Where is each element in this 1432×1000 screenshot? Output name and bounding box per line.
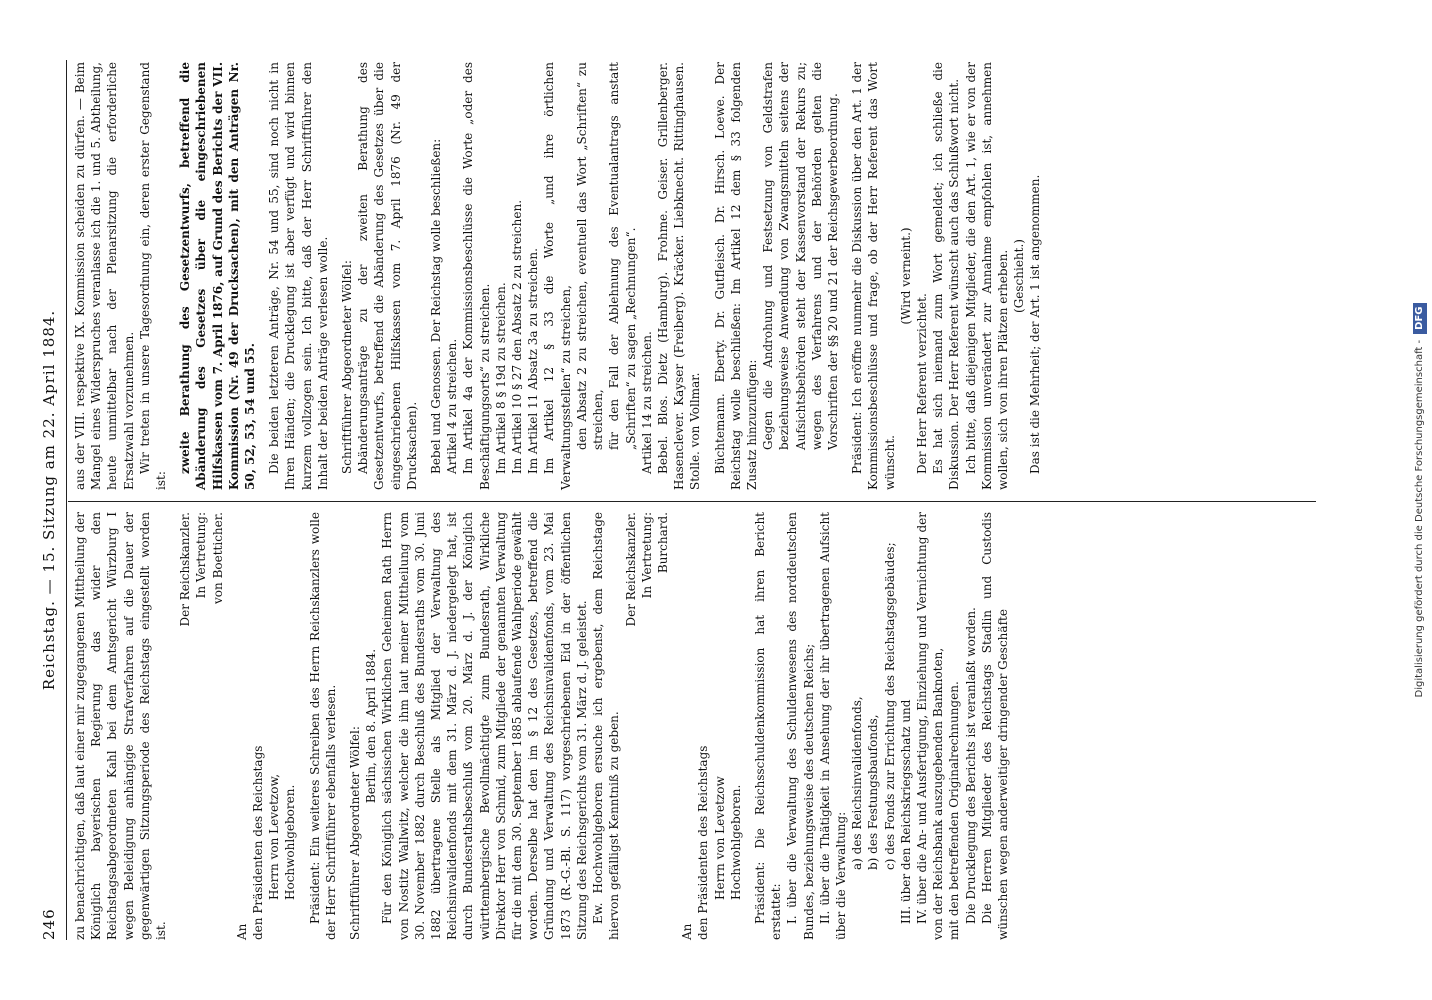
- motion-item: den Absatz 2 zu streichen, eventuell das Wort „Schriften“ zu streichen,: [574, 62, 606, 450]
- column-divider: [68, 501, 1316, 502]
- list-item: a) des Reichsinvalidenfonds,: [850, 696, 865, 870]
- list-item: c) des Fonds zur Errichtung des Reichstagsgebäudes;: [882, 542, 897, 870]
- list-item: b) des Festungsbaufonds,: [866, 714, 881, 870]
- motion-item: für den Fall der Ablehnung des Eventualantrags anstatt „Schriften“ zu sagen „Rechnungen“.: [607, 62, 638, 450]
- digitization-footer: [1408, 0, 1432, 1000]
- motion-item: Im Artikel 12 § 33 die Worte „und ihre örtlichen Verwaltungsstellen“ zu streichen,: [542, 62, 573, 490]
- list-item: IV. über die An- und Ausfertigung, Einziehung und Vernichtung der von der Reichsbank auszugebenden Banknoten,: [914, 512, 946, 940]
- paragraph: Die Herren Mitglieder des Reichstags Stadlin und Custodis wünschen wegen anderweitiger dringender Geschäfte: [979, 512, 1010, 940]
- signature-line: In Vertretung:: [194, 512, 209, 599]
- header-rule: [66, 60, 67, 940]
- page-number: 246: [40, 908, 58, 940]
- paragraph: Der Herr Referent verzichtet.: [914, 293, 929, 474]
- motion-heading: Büchtemann. Eberty. Dr. Gutfleisch. Dr. Hirsch. Loewe. Der Reichstag wolle beschließen: Im Artikel 12 dem § 33 folgenden Zusatz hinzuzufügen:: [712, 62, 759, 490]
- president-statement: Präsident: Ich eröffne nunmehr die Diskussion über den Art. 1 der Kommissionsbeschlüsse und frage, ob der Herr Referent das Wort wünscht.: [850, 62, 897, 490]
- stage-direction: (Geschieht.): [1012, 239, 1027, 313]
- paragraph: Das ist die Mehrheit; der Art. 1 ist angenommen.: [1028, 174, 1043, 474]
- president-statement: Präsident: Ein weiteres Schreiben des Herrn Reichskanzlers wolle der Herr Schriftführer ebenfalls verlesen.: [307, 512, 338, 940]
- paragraph: zu benachrichtigen, daß laut einer mir zugegangenen Mittheilung der Königlich bayerischen Regierung das wider den Reichstagsabgeordneten Kahl bei dem Amtsgericht Würzburg I wegen Beleidigung anhängige Strafverfahren auf die Dauer der gegenwärtigen Sitzungsperiode des Reichstags eingestellt worden ist.: [73, 512, 169, 940]
- paragraph: Für den Königlich sächsischen Wirklichen Geheimen Rath Herrn von Nostitz Wallwitz, welcher die ihm laut meiner Mittheilung vom 30. November 1882 durch Beschluß des Bundesraths vom 30. Juni 1882 übertragene Stelle als Mitglied der Verwaltung des Reichsinvalidenfonds mit dem 31. März d. J. niedergelegt hat, ist durch Bundesrathsbeschluß vom 20. März d. J. der Königlich württembergische Bevollmächtigte zum Bundesrath, Wirkliche Direktor Herr von Schmid, zum Mitgliede der genannten Verwaltung für die mit dem 30. September 1885 ablaufende Wahlperiode gewählt worden. Derselbe hat den im § 12 des Gesetzes, betreffend die Gründung und Verwaltung des Reichsinvalidenfonds, vom 23. Mai 1873 (R.-G.-Bl. S. 117) vorgeschriebenen Eid in der öffentlichen Sitzung des Reichsgerichts vom 31. März d. J. geleistet.: [380, 512, 589, 940]
- motion-item: Artikel 4 zu streichen.: [445, 338, 460, 474]
- right-column: [72, 62, 1044, 490]
- page-header: [40, 60, 64, 940]
- paragraph: mit den betreffenden Originalrechnungen.: [947, 681, 962, 940]
- speaker-heading: Schriftführer Abgeordneter Wölfel:: [340, 260, 355, 474]
- motion-item: Im Artikel 4a der Kommissionsbeschlüsse die Worte „oder des Beschäftigungsorts“ zu streichen.: [461, 62, 492, 490]
- address-line: Herrn von Levetzow,: [267, 773, 282, 900]
- signature-title: Der Reichskanzler.: [178, 512, 193, 627]
- speaker-heading: Schriftführer Abgeordneter Wölfel:: [348, 726, 363, 940]
- paragraph: Ich bitte, daß diejenigen Mitglieder, die den Art. 1, wie er von der Kommission unverändert zur Annahme empfohlen ist, annehmen wollen, sich von ihren Plätzen erheben.: [963, 62, 1010, 490]
- paragraph: Die beiden letzteren Anträge, Nr. 54 und 55, sind noch nicht in Ihren Händen; die Drucklegung ist aber verfügt und wird binnen kurzem vollzogen sein. Ich bitte, daß der Herr Schriftführer den Inhalt der beiden Anträge verlesen wolle.: [267, 62, 330, 490]
- dfg-logo: DFG: [1413, 303, 1427, 334]
- motion-item: Im Artikel 10 § 27 den Absatz 2 zu streichen.: [510, 199, 525, 474]
- motion-item: Im Artikel 11 Absatz 3a zu streichen.: [526, 248, 541, 474]
- paragraph: aus der VIII. respektive IX. Kommission scheiden zu dürfen. — Beim Mangel eines Widerspruches veranlasse ich die 1. und 5. Abtheilung, heute unmittelbar nach der Plenarsitzung die erforderliche Ersatzwahl vorzunehmen.: [73, 62, 136, 490]
- running-title: Reichstag. — 15. Sitzung am 22. April 1884.: [40, 309, 58, 691]
- signature-line: In Vertretung:: [639, 512, 654, 599]
- list-item: III. über den Reichskriegsschatz und: [898, 699, 913, 924]
- stage-direction: (Wird verneint.): [898, 227, 913, 325]
- paragraph: Wir treten in unsere Tagesordnung ein, deren erster Gegenstand ist:: [137, 62, 169, 490]
- footer-text: Digitalisierung gefördert durch die Deutsche Forschungsgemeinschaft -: [1414, 339, 1425, 698]
- agenda-item: zweite Berathung des Gesetzentwurfs, betreffend die Abänderung des Gesetzes über die eingeschriebenen Hilfskassen vom 7. April 1876, auf Grund des Berichts der VII. Kommission (Nr. 49 der Drucksachen), mit den Anträgen Nr. 50, 52, 53, 54 und 55.: [178, 62, 258, 490]
- signature-name: von Boetticher.: [210, 512, 225, 604]
- paragraph: Es hat sich niemand zum Wort gemeldet; ich schließe die Diskussion. Der Herr Referent wünscht auch das Schlußwort nicht.: [931, 62, 962, 490]
- address-line: den Präsidenten des Reichstags: [696, 745, 711, 940]
- signature-title: Der Reichskanzler.: [623, 512, 638, 627]
- motion-item: Im Artikel 8 § 19d zu streichen.: [493, 282, 508, 474]
- letter-date: Berlin, den 8. April 1884.: [364, 648, 379, 804]
- paragraph: Abänderungsanträge zu der zweiten Berathung des Gesetzentwurfs, betreffend die Abänderung des Gesetzes über die eingeschriebenen Hilfskassen vom 7. April 1876 (Nr. 49 der Drucksachen).: [356, 62, 419, 490]
- motion-heading: Bebel und Genossen. Der Reichstag wolle beschließen:: [429, 138, 444, 474]
- address-line: den Präsidenten des Reichstags: [251, 745, 266, 940]
- signatories: Bebel. Blos. Dietz (Hamburg). Frohme. Geiser. Grillenberger. Hasenclever. Kayser (Freiberg). Kräcker. Liebknecht. Rittinghausen. Stolle. von Vollmar.: [655, 62, 703, 490]
- list-item: II. über die Thätigkeit in Ansehung der ihr übertragenen Aufsicht über die Verwaltung:: [817, 512, 848, 940]
- address-line: Herrn von Levetzow: [712, 776, 727, 900]
- motion-item: Artikel 14 zu streichen.: [639, 331, 654, 474]
- address-line: An: [680, 923, 695, 940]
- president-statement: Präsident: Die Reichsschuldenkommission hat ihren Bericht erstattet:: [752, 512, 784, 940]
- paragraph: Ew. Hochwohlgeboren ersuche ich ergebenst, dem Reichstage hiervon gefälligst Kenntniß zu geben.: [591, 512, 622, 940]
- left-column: [72, 512, 1011, 940]
- list-item: I. über die Verwaltung des Schuldenwesens des norddeutschen Bundes, beziehungsweise des deutschen Reichs;: [785, 512, 816, 940]
- motion-text: Gegen die Androhung und Festsetzung von Geldstrafen beziehungsweise Anwendung von Zwangsmitteln seitens der Aufsichtsbehörden steht der Kassenvorstand der Rekurs zu; wegen des Verfahrens und der Behörden gelten die Vorschriften der §§ 20 und 21 der Reichsgewerbeordnung.: [761, 62, 840, 450]
- address-line: An: [234, 923, 249, 940]
- address-line: Hochwohlgeboren.: [728, 784, 743, 900]
- address-line: Hochwohlgeboren.: [283, 784, 298, 900]
- paragraph: Die Drucklegung des Berichts ist veranlaßt worden.: [963, 607, 978, 924]
- signature-name: Burchard.: [655, 512, 670, 574]
